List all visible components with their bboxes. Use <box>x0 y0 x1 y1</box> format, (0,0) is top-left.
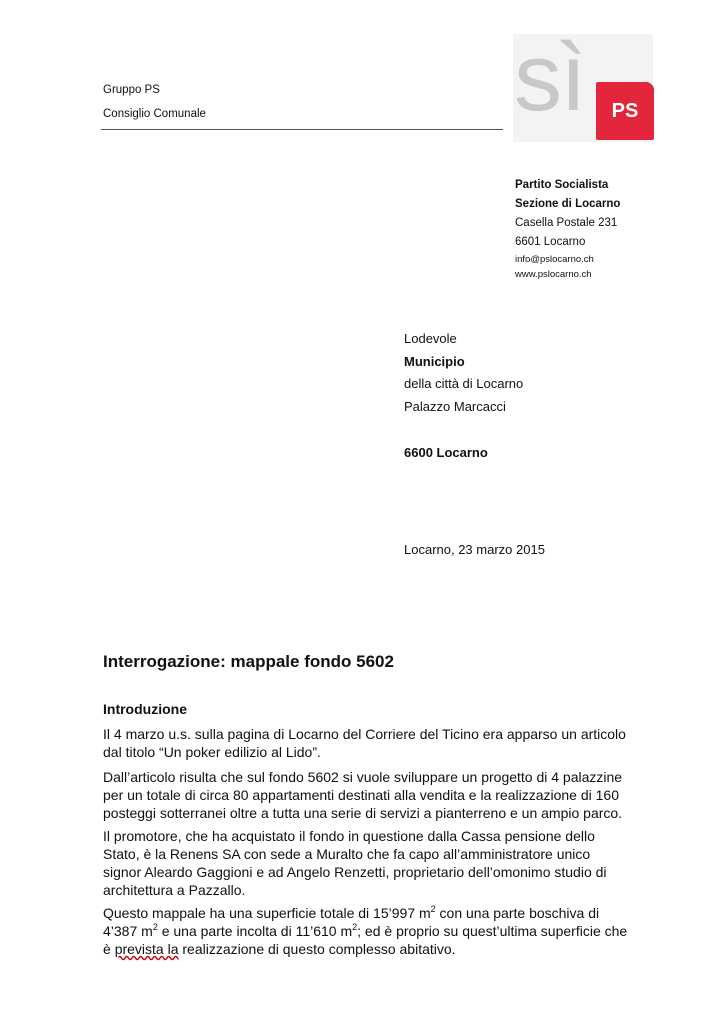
recipient-postal-city: 6600 Locarno <box>404 445 488 460</box>
recipient-city-line: della città di Locarno <box>404 376 524 391</box>
spellcheck-underlined-text: prevista la <box>114 941 179 957</box>
text-run: è <box>103 941 115 957</box>
superscript: 2 <box>152 922 158 932</box>
paragraph-line: Stato, è la Renens SA con sede a Muralto che fa capo all’amministratore unico <box>103 846 591 862</box>
council-name: Consiglio Comunale <box>103 108 206 120</box>
sender-website: www.pslocarno.ch <box>515 269 592 280</box>
superscript: 2 <box>430 904 436 914</box>
header-divider <box>101 129 503 130</box>
logo-ps-badge: PS <box>596 82 654 140</box>
sender-email: info@pslocarno.ch <box>515 254 594 265</box>
paragraph-line: Il promotore, che ha acquistato il fondo in questione dalla Cassa pensione dello <box>103 828 595 844</box>
recipient-office: Municipio <box>404 354 465 369</box>
logo-si-mark: sì <box>514 24 585 131</box>
paragraph-line: dal titolo “Un poker edilizio al Lido”. <box>103 744 321 760</box>
superscript: 2 <box>352 922 358 932</box>
letter-date: Locarno, 23 marzo 2015 <box>404 542 545 557</box>
recipient-building: Palazzo Marcacci <box>404 399 506 414</box>
text-run: ; ed è proprio su quest’ultima superficie che <box>357 923 628 939</box>
text-run: Questo mappale ha una superficie totale di 15’997 m <box>103 905 431 921</box>
paragraph-2 <box>103 768 663 822</box>
paragraph-1 <box>103 725 663 761</box>
section-heading: Introduzione <box>103 701 187 717</box>
paragraph-line: signor Aleardo Gaggioni e ad Angelo Renzetti, proprietario dell’omonimo studio di <box>103 864 607 880</box>
sender-po-box: Casella Postale 231 <box>515 217 618 229</box>
text-run: e una parte incolta di 11’610 m <box>157 923 353 939</box>
paragraph-line <box>103 922 663 940</box>
paragraph-line: Il 4 marzo u.s. sulla pagina di Locarno del Corriere del Ticino era apparso un articolo <box>103 726 626 742</box>
sender-party: Partito Socialista <box>515 179 609 191</box>
paragraph-line: Dall’articolo risulta che sul fondo 5602 si vuole sviluppare un progetto di 4 palazzine <box>103 769 623 785</box>
paragraph-line <box>103 940 663 958</box>
paragraph-3 <box>103 827 663 899</box>
sender-section: Sezione di Locarno <box>515 198 621 210</box>
text-run: 4’387 m <box>103 923 153 939</box>
document-title: Interrogazione: mappale fondo 5602 <box>103 652 394 671</box>
paragraph-4 <box>103 904 663 958</box>
paragraph-line: architettura a Pazzallo. <box>103 882 246 898</box>
text-run: con una parte boschiva di <box>435 905 600 921</box>
text-run: realizzazione di questo complesso abitativo. <box>178 941 456 957</box>
sender-city: 6601 Locarno <box>515 236 586 248</box>
group-name: Gruppo PS <box>103 84 160 96</box>
paragraph-line <box>103 904 663 922</box>
recipient-salutation: Lodevole <box>404 331 457 346</box>
paragraph-line: posteggi sotterranei oltre a tutta una serie di servizi a pianterreno e un ampio parco. <box>103 805 623 821</box>
paragraph-line: per un totale di circa 80 appartamenti destinati alla vendita e la realizzazione di 160 <box>103 787 619 803</box>
